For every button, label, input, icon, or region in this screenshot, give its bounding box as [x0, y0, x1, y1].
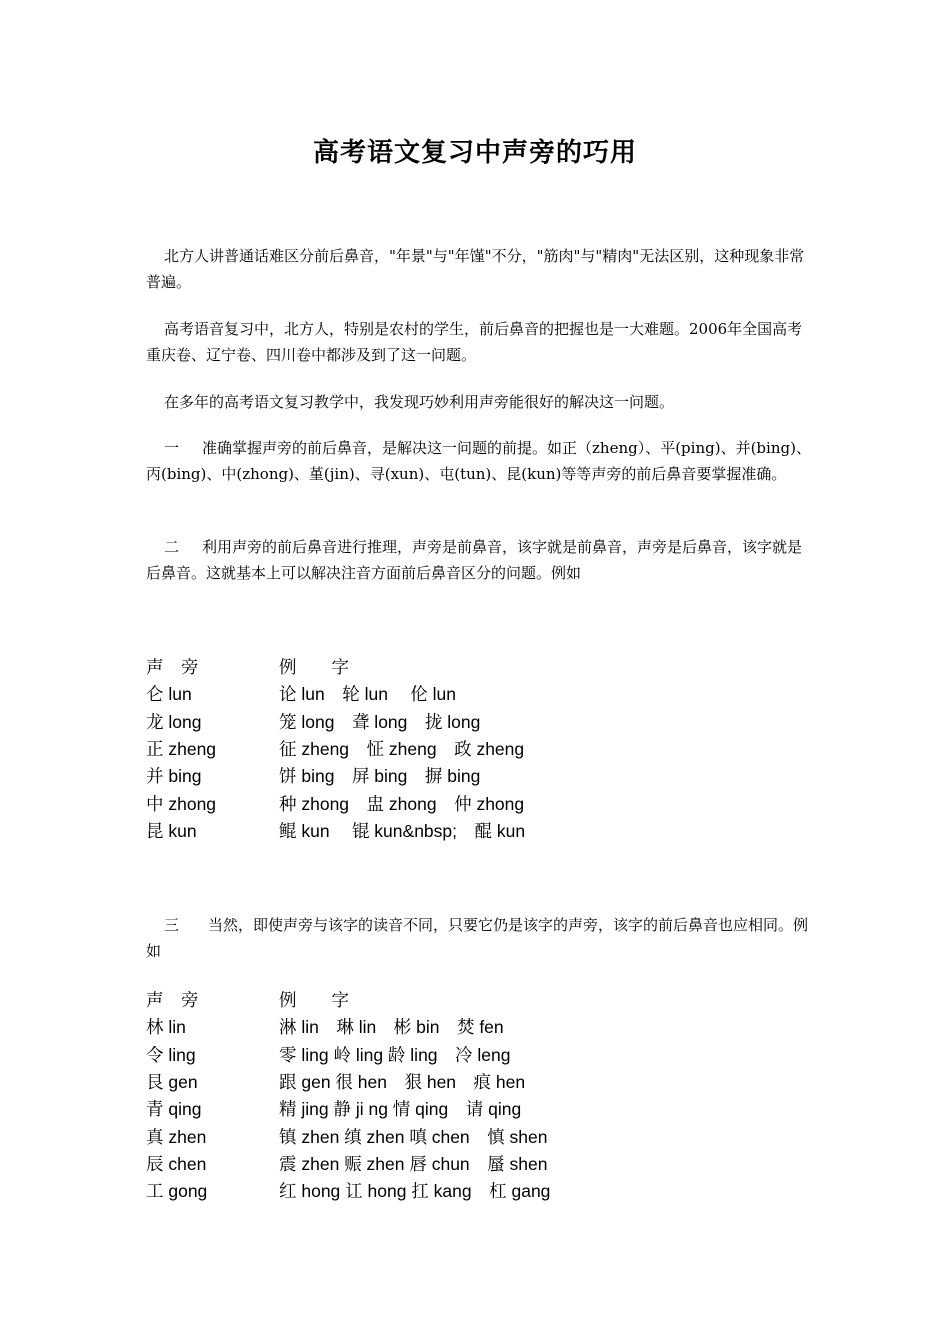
table-cell: 青 qing — [146, 1099, 202, 1120]
table-cell: 饼 bing 屏 bing 摒 bing — [279, 766, 481, 787]
table-header-row — [146, 653, 525, 680]
paragraph-4 — [146, 435, 811, 487]
section-label-1: 一 — [164, 439, 180, 457]
table-cell: 论 lun 轮 lun 伦 lun — [279, 684, 457, 705]
paragraph-2: 高考语音复习中，北方人，特别是农村的学生，前后鼻音的把握也是一大难题。2006年全国高考重庆卷、辽宁卷、四川卷中都涉及到了这一问题。 — [146, 320, 803, 364]
paragraph-3: 在多年的高考语文复习教学中，我发现巧妙利用声旁能很好的解决这一问题。 — [164, 393, 675, 411]
table-cell: 并 bing — [146, 766, 202, 787]
table-row — [146, 1041, 550, 1068]
table-cell: 征 zheng 怔 zheng 政 zheng — [279, 739, 525, 760]
table-cell: 艮 gen — [146, 1072, 198, 1093]
table-cell: 种 zhong 盅 zhong 仲 zhong — [279, 793, 525, 814]
table-header-row — [146, 986, 550, 1013]
table-row — [146, 1177, 550, 1204]
table-cell: 真 zhen — [146, 1126, 207, 1147]
table-cell: 仑 lun — [146, 684, 192, 705]
table-cell: 镇 zhen 缜 zhen 嗔 chen 慎 shen — [279, 1126, 548, 1147]
table-cell: 林 lin — [146, 1017, 186, 1038]
table-header-cell: 例 字 — [279, 657, 349, 678]
section-label-2: 二 — [164, 538, 180, 556]
table-row — [146, 1068, 550, 1095]
paragraph-6 — [146, 912, 811, 964]
table-row — [146, 735, 525, 762]
paragraph-6-text: 当然，即使声旁与该字的读音不同，只要它仍是该字的声旁，该字的前后鼻音也应相同。例如 — [146, 916, 809, 960]
table-cell: 淋 lin 琳 lin 彬 bin 焚 fen — [279, 1017, 504, 1038]
table-row — [146, 1095, 550, 1122]
table-row — [146, 1122, 550, 1149]
table-cell: 中 zhong — [146, 793, 217, 814]
table-cell: 工 gong — [146, 1181, 208, 1202]
table-row — [146, 680, 525, 707]
section-label-3: 三 — [164, 916, 180, 934]
table-cell: 跟 gen 很 hen 狠 hen 痕 hen — [279, 1072, 526, 1093]
paragraph-5-text: 利用声旁的前后鼻音进行推理，声旁是前鼻音，该字就是前鼻音，声旁是后鼻音，该字就是后鼻音。这就基本上可以解决注音方面前后鼻音区分的问题。例如 — [146, 538, 803, 582]
table-cell: 震 zhen 赈 zhen 唇 chun 蜃 shen — [279, 1153, 548, 1174]
table-cell: 辰 chen — [146, 1153, 207, 1174]
table-cell: 正 zheng — [146, 739, 217, 760]
table-cell: 零 ling 岭 ling 龄 ling 冷 leng — [279, 1044, 511, 1065]
phonetic-table-1 — [146, 653, 525, 844]
table-row — [146, 1013, 550, 1040]
table-cell: 昆 kun — [146, 820, 197, 841]
table-cell: 龙 long — [146, 711, 202, 732]
table-cell: 鲲 kun 锟 kun&nbsp; 醌 kun — [279, 820, 526, 841]
table-row — [146, 708, 525, 735]
table-cell: 令 ling — [146, 1044, 196, 1065]
table-row — [146, 762, 525, 789]
table-header-cell: 声 旁 — [146, 657, 199, 678]
table-cell: 精 jing 静 ji ng 情 qing 请 qing — [279, 1099, 522, 1120]
paragraph-5 — [146, 534, 811, 586]
table-row — [146, 817, 525, 844]
table-row — [146, 789, 525, 816]
phonetic-table-2 — [146, 986, 550, 1204]
paragraph-4-text: 准确掌握声旁的前后鼻音，是解决这一问题的前提。如正（zheng）、平(ping)、并(bing)、丙(bing)、中(zhong)、堇(jin)、寻(xun)、屯(tun)、昆(kun)等等声旁的前后鼻音要掌握准确。 — [146, 439, 811, 483]
table-header-cell: 声 旁 — [146, 990, 199, 1011]
table-cell: 笼 long 聋 long 拢 long — [279, 711, 481, 732]
table-cell: 红 hong 讧 hong 扛 kang 杠 gang — [279, 1181, 551, 1202]
page-title: 高考语文复习中声旁的巧用 — [312, 138, 637, 168]
table-header-cell: 例 字 — [279, 990, 349, 1011]
table-row — [146, 1150, 550, 1177]
paragraph-1: 北方人讲普通话难区分前后鼻音，"年景"与"年馑"不分，"筋肉"与"精肉"无法区别，这种现象非常普遍。 — [146, 247, 805, 291]
